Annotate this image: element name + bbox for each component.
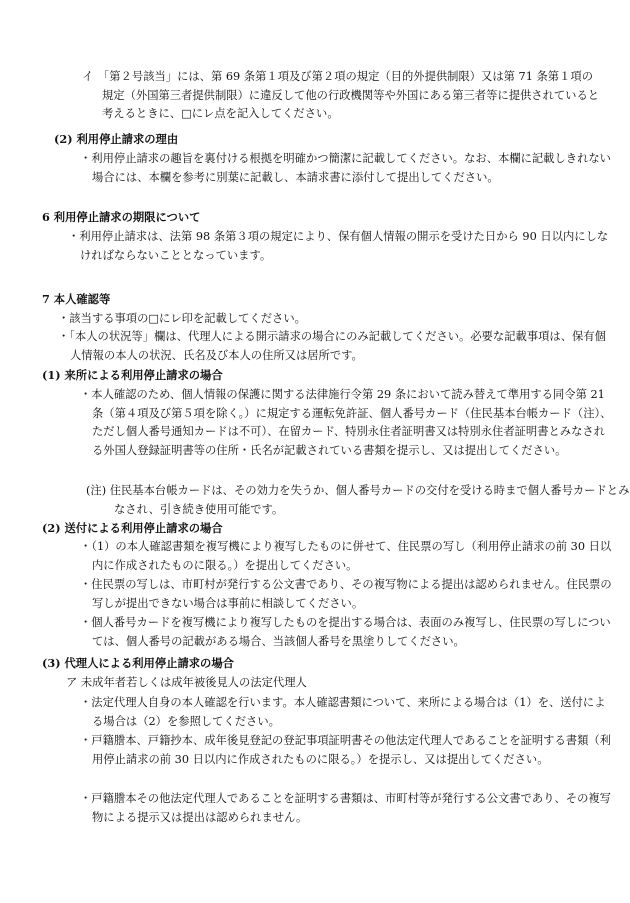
sub1-heading: (1) 来所による利用停止請求の場合	[42, 368, 223, 382]
section-7-bullet-a: ・該当する事項の□にレ印を記載してください。	[58, 312, 306, 325]
sub3-a-bullet-2: ・戸籍謄本、戸籍抄本、成年後見登記の登記事項証明書その他法定代理人であることを証明する書類（利用停止請求の前 30 日以内に作成されたものに限る。）を提示し、又は提出してください。	[80, 734, 611, 766]
reason-bullet: ・利用停止請求の趣旨を裏付ける根拠を明確かつ簡潔に記載してください。なお、本欄に記載しきれない場合には、本欄を参考に別葉に記載し、本請求書に添付して提出してください。	[80, 152, 611, 184]
sub1-bullet: ・本人確認のため、個人情報の保護に関する法律施行令第 29 条において読み替えて準用する同令第 21 条（第４項及び第５項を除く。）に規定する運転免許証、個人番号カード（住民基本台帳カード（注）、ただし個人番号通知カードは不可）、在留カード、特別永住者証明書又は特別永住者証明書とみなされる外国人登録証明書等の住所・氏名が記載されている書類を提示し、又は提出してください。	[80, 388, 612, 457]
sub2-bullet-1: ・（1）の本人確認書類を複写機により複写したものに併せて、住民票の写し（利用停止請求の前 30 日以内に作成されたものに限る。）を提出してください。	[80, 540, 612, 572]
sub3-a-bullet-3: ・戸籍謄本その他法定代理人であることを証明する書類は、市町村等が発行する公文書であり、その複写物による提示又は提出は認められません。	[80, 792, 611, 824]
item-i	[82, 68, 602, 124]
section-6-bullet: ・利用停止請求は、法第 98 条第３項の規定により、保有個人情報の開示を受けた日から 90 日以内にしなければならないこととなっています。	[68, 230, 609, 262]
section-7-heading: 7 本人確認等	[42, 292, 111, 306]
sub2-heading: (2) 送付による利用停止請求の場合	[42, 521, 223, 535]
item-i-mark: イ	[82, 70, 94, 83]
sub3-heading: (3) 代理人による利用停止請求の場合	[42, 656, 234, 670]
sub2-bullet-2: ・住民票の写しは、市町村が発行する公文書であり、その複写物による提出は認められません。住民票の写しが提出できない場合は事前に相談してください。	[80, 578, 612, 610]
section-7-bullet-b: ・「本人の状況等」欄は、代理人による開示請求の場合にのみ記載してください。必要な記載事項は、保有個人情報の本人の状況、氏名及び本人の住所又は居所です。	[58, 330, 606, 362]
sub3-a-bullet-1: ・法定代理人自身の本人確認を行います。本人確認書類について、来所による場合は（1）を、送付による場合は（2）を参照してください。	[80, 696, 606, 728]
sub2-bullet-3: ・個人番号カードを複写機により複写したものを提出する場合は、表面のみ複写し、住民票の写しについては、個人番号の記載がある場合、当該個人番号を黒塗りしてください。	[80, 616, 611, 648]
reason-heading: (2) 利用停止請求の理由	[54, 132, 179, 146]
section-6-heading: 6 利用停止請求の期限について	[42, 210, 201, 224]
item-i-text: 「第２号該当」には、第 69 条第１項及び第２項の規定（目的外提供制限）又は第 71 条第１項の規定（外国第三者提供制限）に違反して他の行政機関等や外国にある第三者等に提供されていると考えるときに、□にレ点を記入してください。	[98, 70, 600, 121]
sub1-note: (注) 住民基本台帳カードは、その効力を失うか、個人番号カードの交付を受ける時まで個人番号カードとみなされ、引き続き使用可能です。	[86, 484, 630, 516]
sub3-a-heading: ア 未成年者若しくは成年被後見人の法定代理人	[66, 676, 307, 689]
